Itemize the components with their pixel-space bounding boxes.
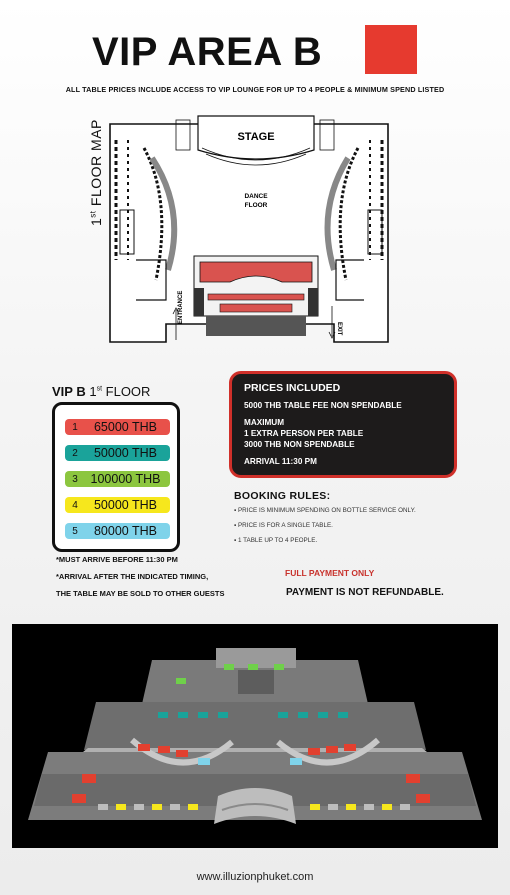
not-refundable-text: PAYMENT IS NOT REFUNDABLE.: [286, 587, 444, 598]
prices-line-maximum: MAXIMUM: [244, 418, 285, 427]
legend-row-1: 1 65000 THB: [65, 419, 170, 435]
floor-label: FLOOR: [244, 202, 268, 209]
arrival-note-1: *MUST ARRIVE BEFORE 11:30 PM: [56, 555, 178, 564]
rule-item: ▪ 1 TABLE UP TO 4 PEOPLE.: [234, 537, 318, 544]
prices-included-box: [229, 371, 457, 478]
accent-square: [365, 25, 417, 74]
prices-heading: PRICES INCLUDED: [244, 382, 341, 394]
stage-label: STAGE: [237, 131, 275, 143]
rule-item: ▪ PRICE IS FOR A SINGLE TABLE.: [234, 522, 333, 529]
prices-line-table-fee: 5000 THB TABLE FEE NON SPENDABLE: [244, 401, 402, 410]
dance-label: DANCE: [244, 193, 268, 200]
arrival-note-3: THE TABLE MAY BE SOLD TO OTHER GUESTS: [56, 589, 225, 598]
legend-row-4: 4 50000 THB: [65, 497, 170, 513]
rule-item: ▪ PRICE IS MINIMUM SPENDING ON BOTTLE SERVICE ONLY.: [234, 507, 416, 514]
prices-line-arrival: ARRIVAL 11:30 PM: [244, 457, 317, 466]
full-payment-text: FULL PAYMENT ONLY: [285, 568, 375, 578]
exit-label: EXIT: [336, 322, 342, 336]
entrance-label: ENTRANCE: [178, 290, 184, 324]
prices-line-non-spendable: 3000 THB NON SPENDABLE: [244, 440, 355, 449]
floor-map-label: 1st FLOOR MAP: [88, 119, 104, 226]
booking-rules-title: BOOKING RULES:: [234, 490, 331, 502]
legend-row-5: 5 80000 THB: [65, 523, 170, 539]
legend-row-2: 2 50000 THB: [65, 445, 170, 461]
vip-heading: VIP B 1st FLOOR: [52, 384, 151, 399]
page-title: VIP AREA B: [92, 30, 323, 74]
floor-map: [106, 110, 394, 346]
legend-row-3: 3 100000 THB: [65, 471, 170, 487]
arrival-note-2: *ARRIVAL AFTER THE INDICATED TIMING,: [56, 572, 209, 581]
subtitle: ALL TABLE PRICES INCLUDE ACCESS TO VIP LOUNGE FOR UP TO 4 PEOPLE & MINIMUM SPEND LISTED: [65, 85, 445, 94]
price-legend: [52, 402, 180, 552]
website-url[interactable]: www.illuzionphuket.com: [196, 871, 314, 883]
venue-3d-render: [12, 624, 498, 848]
prices-line-extra-person: 1 EXTRA PERSON PER TABLE: [244, 429, 364, 438]
